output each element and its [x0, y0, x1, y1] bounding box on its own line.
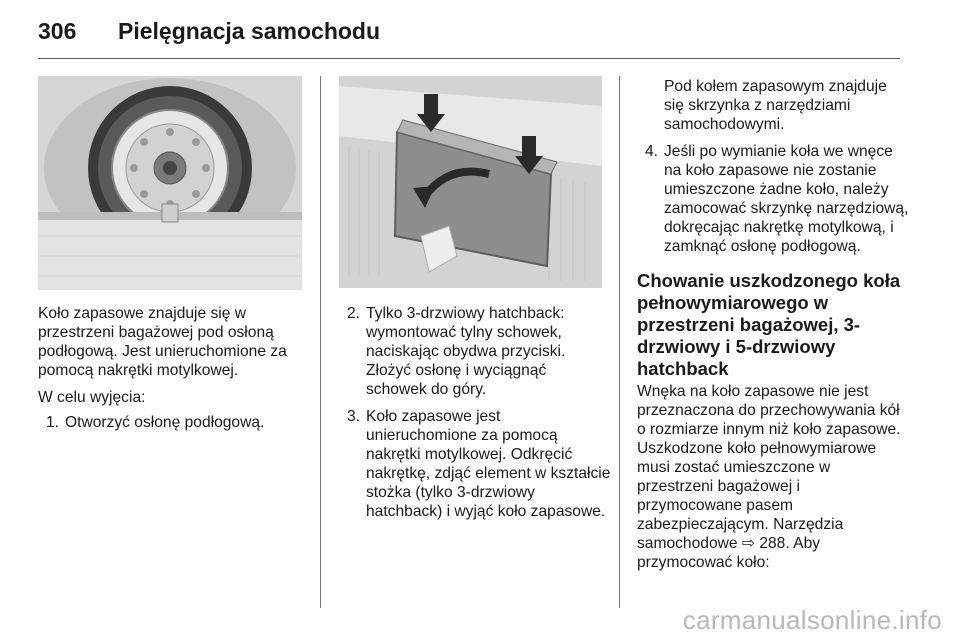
spare-wheel-location-paragraph: Koło zapasowe znajduje się w przestrzeni bagażowej pod osłoną podłogową. Jest unieruchomione za pomocą nakrętki motylkowej.: [38, 305, 287, 379]
page-reference-arrow-icon: ⇨: [741, 535, 755, 552]
step-1-number: 1.: [46, 414, 60, 431]
page-header: [38, 14, 900, 58]
page-reference-link[interactable]: 288: [759, 535, 786, 552]
step-2-text: Tylko 3-drzwiowy hatchback: wymontować tylny schowek, naciskając obydwa przyciski. Złożyć osłonę i wyciągnąć schowek do góry.: [366, 305, 566, 398]
column-divider-left: [320, 76, 321, 608]
column-1-text: [38, 304, 308, 432]
removal-intro-paragraph: W celu wyjęcia:: [38, 389, 146, 406]
spare-wheel-illustration: [38, 76, 302, 290]
column-3-text: [637, 77, 909, 572]
column-divider-right: [619, 76, 620, 608]
storage-compartment-figure: [339, 76, 602, 288]
step-4: [637, 142, 909, 256]
storage-paragraph: [637, 382, 909, 572]
step-4-text: Jeśli po wymianie koła we wnęce na koło zapasowe nie zostanie umieszczone żadne koło, należy zamocować skrzynkę narzędziową, dokręcając nakrętkę motylkową, i zamknąć osłonę podłogową.: [664, 143, 909, 255]
step-3-number: 3.: [347, 408, 361, 425]
section-heading: Chowanie uszkodzonego koła pełnowymiarowego w przestrzeni bagażowej, 3-drzwiowy i 5-drzwiowy hatchback: [637, 270, 901, 379]
storage-paragraph-text: Wnęka na koło zapasowe nie jest przeznaczona do przechowywania kół o rozmiarze innym niż koło zapasowe. Uszkodzone koło pełnowymiarowe musi zostać umieszczone w przestrzeni bagażowej i przymocowane pasem zabezpieczającym. Narzędzia samochodowe: [637, 383, 901, 552]
column-2-text: [339, 304, 611, 521]
header-rule: [38, 58, 900, 59]
storage-compartment-illustration: [339, 76, 602, 288]
step-3-continuation-text: Pod kołem zapasowym znajduje się skrzynka z narzędziami samochodowymi.: [664, 78, 887, 133]
step-2: [339, 304, 611, 399]
step-3-continuation: [637, 77, 909, 134]
step-1: [38, 413, 308, 432]
page-number: 306: [38, 18, 77, 44]
watermark: carmanualsonline.info: [682, 605, 942, 635]
step-3-text: Koło zapasowe jest unieruchomione za pomocą nakrętki motylkowej. Odkręcić nakrętkę, zdjąć element w kształcie stożka (tylko 3-drzwiowy hatchback) i wyjąć koło zapasowe.: [366, 408, 611, 520]
step-1-text: Otworzyć osłonę podłogową.: [65, 414, 265, 431]
step-4-number: 4.: [645, 143, 659, 160]
spare-wheel-figure: [38, 76, 302, 290]
storage-paragraph-end: . Aby przymocować koło:: [637, 535, 821, 571]
step-3: [339, 407, 611, 521]
page-title: Pielęgnacja samochodu: [118, 18, 381, 44]
step-2-number: 2.: [347, 305, 361, 322]
